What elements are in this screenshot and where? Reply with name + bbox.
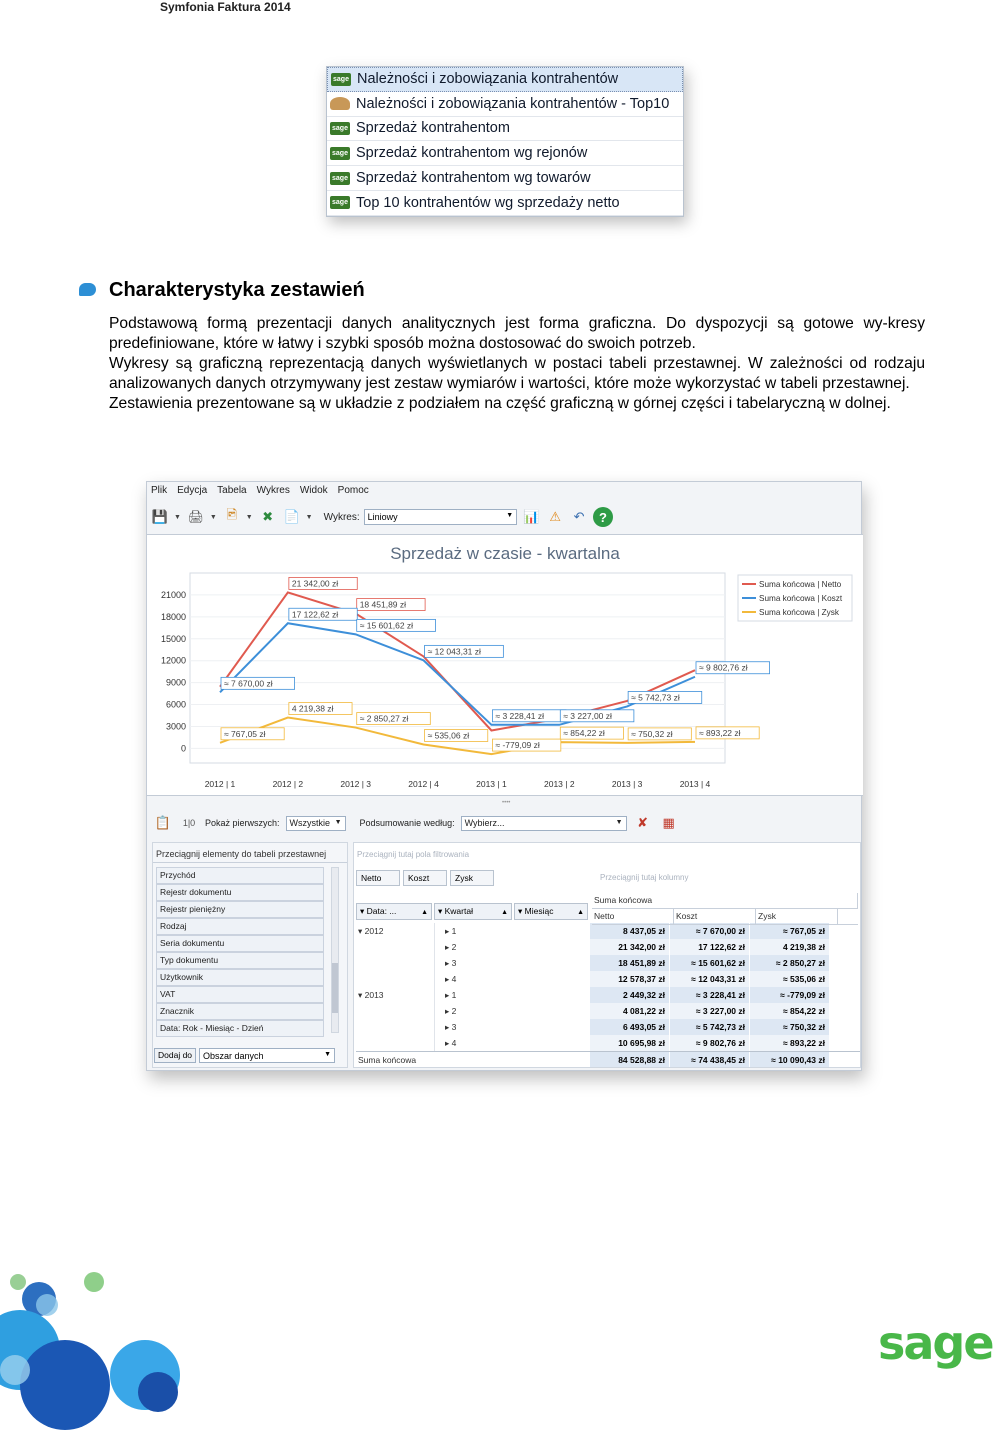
bullet-icon — [79, 283, 96, 296]
cell-koszt: ≈ 15 601,62 zł — [670, 955, 750, 971]
y-tick-label: 12000 — [160, 655, 186, 666]
paragraph-3: Zestawienia prezentowane są w układzie z podziałem na część graficzną w górnej części i tabelaryczną w dolnej. — [109, 395, 891, 412]
table-row — [356, 971, 860, 987]
field-list-panel — [152, 842, 348, 1068]
summary-select[interactable] — [461, 816, 627, 831]
sort-arrow-icon: ▲ — [421, 909, 428, 916]
show-first-select[interactable] — [286, 816, 346, 831]
row-field-button[interactable] — [514, 903, 588, 920]
report-list — [326, 66, 684, 217]
field-list-title: Przeciągnij elementy do tabeli przestawnej — [153, 843, 347, 863]
value-header[interactable]: Koszt — [674, 909, 756, 924]
row-quarter[interactable]: ▸ 2 — [434, 1003, 590, 1019]
cell-zysk: ≈ 854,22 zł — [750, 1003, 830, 1019]
row-year[interactable] — [356, 1035, 434, 1051]
clear-filter-icon[interactable]: ✘ — [637, 815, 649, 830]
data-field-buttons — [356, 870, 494, 886]
table-row — [356, 939, 860, 955]
data-label: ≈ 767,05 zł — [224, 728, 266, 739]
report-item-label: Sprzedaż kontrahentom wg rejonów — [356, 145, 588, 162]
chevron-down-icon[interactable]: ▼ — [209, 513, 217, 521]
row-quarter[interactable]: ▸ 4 — [434, 1035, 590, 1051]
table-row — [356, 1019, 860, 1035]
total-label: Suma końcowa — [358, 1055, 417, 1065]
value-header[interactable]: Zysk — [756, 909, 838, 924]
data-field-button[interactable]: Koszt — [403, 870, 447, 886]
page-setup-icon[interactable]: 📄 — [283, 509, 300, 524]
chart-wizard-icon[interactable]: 📊 — [523, 509, 540, 524]
cell-zysk: ≈ 893,22 zł — [750, 1035, 830, 1051]
cell-netto: 12 578,37 zł — [590, 971, 670, 987]
copy-icon[interactable]: 📋 — [154, 815, 172, 830]
decorative-dot — [36, 1294, 58, 1316]
sage-icon: sage — [330, 196, 350, 209]
x-tick-label: 2013 | 3 — [611, 779, 643, 789]
total-koszt: ≈ 74 438,45 zł — [670, 1052, 750, 1067]
report-item-label: Należności i zobowiązania kontrahentów — [357, 71, 619, 88]
report-item-label: Sprzedaż kontrahentom wg towarów — [356, 170, 591, 187]
row-field-label: ▾ Data: ... — [360, 906, 397, 916]
field-item[interactable]: Rejestr pieniężny — [156, 901, 324, 918]
line-chart — [147, 535, 863, 797]
menu-item[interactable]: Wykres — [256, 485, 290, 496]
y-tick-label: 15000 — [160, 633, 186, 644]
row-year[interactable] — [356, 971, 434, 987]
data-label: 17 122,62 zł — [291, 609, 339, 620]
report-item-label: Należności i zobowiązania kontrahentów - Top10 — [356, 95, 670, 112]
grid-rows — [356, 923, 860, 1067]
data-field-button[interactable]: Zysk — [450, 870, 494, 886]
report-item[interactable] — [327, 141, 683, 166]
cell-koszt: ≈ 3 227,00 zł — [670, 1003, 750, 1019]
data-label: ≈ 5 742,73 zł — [631, 692, 680, 703]
sage-icon: sage — [330, 122, 350, 135]
pivot-table — [353, 842, 861, 1068]
row-field-label: ▾ Miesiąc — [518, 906, 554, 916]
menu-item[interactable]: Pomoc — [337, 485, 369, 496]
undo-icon[interactable]: ↶ — [573, 509, 585, 524]
menu-item[interactable]: Widok — [299, 485, 328, 496]
data-label: ≈ 3 228,41 zł — [495, 710, 545, 721]
y-tick-label: 9000 — [165, 677, 186, 688]
row-year[interactable] — [356, 955, 434, 971]
data-label: ≈ 2 850,27 zł — [359, 713, 409, 724]
table-row — [356, 1003, 860, 1019]
report-item[interactable] — [327, 92, 683, 117]
field-list-footer — [154, 1048, 335, 1063]
section-paragraph — [109, 314, 925, 414]
y-tick-label: 21000 — [160, 589, 186, 600]
row-quarter[interactable]: ▸ 2 — [434, 939, 590, 955]
field-item[interactable]: Rejestr dokumentu — [156, 884, 324, 901]
row-quarter[interactable]: ▸ 1 — [434, 923, 590, 939]
chart-type-value: Liniowy — [367, 512, 398, 522]
area-select[interactable] — [199, 1048, 335, 1063]
y-tick-label: 6000 — [165, 699, 186, 710]
value-headers — [592, 909, 858, 925]
chart-title: Sprzedaż w czasie - kwartalna — [390, 544, 620, 563]
row-field-buttons — [356, 903, 588, 920]
report-item-label: Top 10 kontrahentów wg sprzedaży netto — [356, 194, 620, 211]
report-item[interactable] — [327, 117, 683, 142]
main-toolbar — [147, 504, 613, 530]
help-icon[interactable]: ? — [593, 507, 613, 527]
cell-zysk: ≈ 767,05 zł — [750, 923, 830, 939]
legend-entry: Suma końcowa | Koszt — [759, 594, 843, 603]
decorative-dot — [10, 1274, 26, 1290]
report-item[interactable] — [327, 166, 683, 191]
person-icon — [330, 97, 350, 110]
alert-icon[interactable]: ⚠ — [549, 509, 561, 524]
row-quarter[interactable]: ▸ 4 — [434, 971, 590, 987]
row-quarter[interactable]: ▸ 3 — [434, 955, 590, 971]
cell-zysk: ≈ -779,09 zł — [750, 987, 830, 1003]
app-window — [146, 481, 862, 1071]
cell-netto: 18 451,89 zł — [590, 955, 670, 971]
chevron-down-icon: ▼ — [334, 818, 342, 826]
cell-netto: 2 449,32 zł — [590, 987, 670, 1003]
data-label: 4 219,38 zł — [291, 703, 334, 714]
data-label: ≈ -779,09 zł — [495, 740, 540, 751]
field-item[interactable]: Data: Rok - Miesiąc - Dzień — [156, 1020, 324, 1037]
table-row — [356, 987, 860, 1003]
data-label: ≈ 3 227,00 zł — [563, 710, 612, 721]
chevron-down-icon[interactable]: ▼ — [245, 513, 253, 521]
pivot-toolbar — [147, 810, 687, 836]
data-label: ≈ 15 601,62 zł — [359, 620, 414, 631]
value-header[interactable]: Netto — [592, 909, 674, 924]
scrollbar-thumb[interactable] — [332, 963, 338, 1013]
sage-icon: sage — [330, 147, 350, 160]
chevron-down-icon[interactable]: ▼ — [173, 513, 181, 521]
grid-header — [592, 893, 858, 925]
sort-arrow-icon: ▲ — [577, 909, 584, 916]
legend-entry: Suma końcowa | Zysk — [759, 608, 839, 617]
x-tick-label: 2012 | 4 — [408, 779, 439, 789]
paragraph-2: Wykresy są graficzną reprezentacją danych wyświetlanych w postaci tabeli przestawnej. W zależności od rodzaju analizowanych danych otrzymywany jest zestaw wymiarów i wartości, które może wykorzystać w tabeli przestawnej. — [109, 355, 925, 392]
x-tick-label: 2012 | 2 — [272, 779, 304, 789]
field-items — [156, 867, 324, 1037]
grid-header-summary — [592, 893, 858, 909]
table-row — [356, 955, 860, 971]
excel-export-icon[interactable]: ✖ — [262, 509, 274, 524]
field-list-icon[interactable]: ▦ — [662, 815, 675, 830]
menu-item[interactable]: Plik — [151, 485, 168, 496]
data-label: 18 451,89 zł — [359, 599, 407, 610]
chevron-down-icon[interactable]: ▼ — [305, 513, 313, 521]
field-item[interactable]: Rodzaj — [156, 918, 324, 935]
print-icon[interactable]: 🖨 — [187, 509, 205, 524]
field-item[interactable]: Typ dokumentu — [156, 952, 324, 969]
legend-entry: Suma końcowa | Netto — [759, 580, 842, 589]
cell-zysk: ≈ 750,32 zł — [750, 1019, 830, 1035]
section-title: Charakterystyka zestawień — [109, 279, 365, 301]
cell-zysk: 4 219,38 zł — [750, 939, 830, 955]
x-tick-label: 2012 | 1 — [204, 779, 236, 789]
table-row — [356, 923, 860, 939]
row-year[interactable]: ▾ 2013 — [358, 990, 384, 1000]
field-item[interactable]: Przychód — [156, 867, 324, 884]
report-item[interactable] — [327, 191, 683, 216]
cell-zysk: ≈ 2 850,27 zł — [750, 955, 830, 971]
export-image-icon[interactable]: 🖻 — [226, 507, 238, 522]
sage-icon: sage — [331, 73, 351, 86]
paragraph-1: Podstawową formą prezentacji danych analitycznych jest forma graficzna. Do dyspozycji są gotowe wy-kresy predefiniowane, które w łatwy i szybki sposób można dostosować do swoich potrzeb. — [109, 315, 925, 352]
y-tick-label: 0 — [180, 743, 186, 754]
show-first-value: Wszystkie — [289, 818, 331, 828]
data-label: ≈ 535,06 zł — [427, 730, 470, 741]
field-item[interactable]: Znacznik — [156, 1003, 324, 1020]
top-n-icon[interactable]: 1|0 — [182, 818, 196, 828]
sage-logo: sage — [878, 1316, 993, 1370]
row-year[interactable] — [356, 1003, 434, 1019]
data-label: ≈ 12 043,31 zł — [427, 646, 481, 657]
total-netto: 84 528,88 zł — [590, 1052, 670, 1067]
save-icon[interactable]: 💾 — [151, 509, 169, 524]
summary-header: Suma końcowa — [592, 893, 858, 908]
x-tick-label: 2013 | 4 — [679, 779, 711, 789]
cell-netto: 4 081,22 zł — [590, 1003, 670, 1019]
cell-netto: 6 493,05 zł — [590, 1019, 670, 1035]
cell-zysk: ≈ 535,06 zł — [750, 971, 830, 987]
data-label: ≈ 893,22 zł — [699, 727, 741, 738]
menu-item[interactable]: Edycja — [177, 485, 208, 496]
decorative-dot — [0, 1355, 30, 1385]
field-item[interactable]: Użytkownik — [156, 969, 324, 986]
area-value: Obszar danych — [203, 1050, 264, 1061]
row-year[interactable]: ▾ 2012 — [358, 926, 384, 936]
row-year[interactable] — [356, 1019, 434, 1035]
row-field-button[interactable] — [434, 903, 512, 920]
data-label: ≈ 750,32 zł — [631, 728, 673, 739]
data-label: ≈ 7 670,00 zł — [224, 678, 273, 689]
summary-label: Podsumowanie według: — [359, 818, 455, 828]
field-item[interactable]: VAT — [156, 986, 324, 1003]
show-first-label: Pokaż pierwszych: — [205, 818, 280, 828]
column-drop-zone[interactable]: Przeciągnij tutaj kolumny — [600, 873, 689, 882]
splitter-handle[interactable]: •••• — [502, 800, 511, 806]
summary-value: Wybierz... — [464, 818, 505, 828]
chart-type-select[interactable] — [364, 509, 518, 525]
row-year[interactable] — [356, 939, 434, 955]
row-quarter[interactable]: ▸ 1 — [434, 987, 590, 1003]
cell-koszt: ≈ 3 228,41 zł — [670, 987, 750, 1003]
decorative-dot — [84, 1272, 104, 1292]
data-label: 21 342,00 zł — [291, 578, 339, 589]
y-tick-label: 3000 — [165, 721, 186, 732]
data-label: ≈ 854,22 zł — [563, 728, 605, 739]
cell-koszt: 17 122,62 zł — [670, 939, 750, 955]
row-field-label: ▾ Kwartał — [438, 906, 473, 916]
field-item[interactable]: Seria dokumentu — [156, 935, 324, 952]
data-label: ≈ 9 802,76 zł — [699, 662, 748, 673]
decorative-dot — [138, 1372, 178, 1412]
chart-type-label: Wykres: — [323, 511, 360, 523]
sort-arrow-icon: ▲ — [501, 909, 508, 916]
filter-drop-zone[interactable]: Przeciągnij tutaj pola filtrowania — [357, 850, 470, 859]
data-field-button[interactable]: Netto — [356, 870, 400, 886]
cell-koszt: ≈ 12 043,31 zł — [670, 971, 750, 987]
total-zysk: ≈ 10 090,43 zł — [750, 1052, 830, 1067]
chevron-down-icon: ▼ — [506, 512, 514, 519]
field-list-scrollbar[interactable] — [331, 867, 339, 1033]
x-tick-label: 2013 | 1 — [476, 779, 507, 789]
report-item[interactable] — [327, 67, 683, 92]
cell-netto: 8 437,05 zł — [590, 923, 670, 939]
x-tick-label: 2013 | 2 — [543, 779, 575, 789]
chevron-down-icon: ▼ — [324, 1051, 332, 1058]
y-tick-label: 18000 — [160, 611, 186, 622]
sage-icon: sage — [330, 172, 350, 185]
cell-netto: 21 342,00 zł — [590, 939, 670, 955]
row-field-button[interactable] — [356, 903, 432, 920]
cell-koszt: ≈ 7 670,00 zł — [670, 923, 750, 939]
decorative-dot — [20, 1340, 110, 1430]
chart-area — [147, 534, 863, 796]
total-row — [356, 1051, 860, 1067]
document-header-title: Symfonia Faktura 2014 — [160, 0, 291, 14]
report-item-label: Sprzedaż kontrahentom — [356, 120, 510, 137]
row-quarter[interactable]: ▸ 3 — [434, 1019, 590, 1035]
cell-koszt: ≈ 9 802,76 zł — [670, 1035, 750, 1051]
cell-koszt: ≈ 5 742,73 zł — [670, 1019, 750, 1035]
menu-item[interactable]: Tabela — [217, 485, 247, 496]
table-row — [356, 1035, 860, 1051]
chevron-down-icon: ▼ — [615, 818, 623, 826]
cell-netto: 10 695,98 zł — [590, 1035, 670, 1051]
x-tick-label: 2012 | 3 — [340, 779, 372, 789]
add-to-button[interactable]: Dodaj do — [154, 1048, 196, 1063]
menu-bar — [147, 482, 861, 502]
